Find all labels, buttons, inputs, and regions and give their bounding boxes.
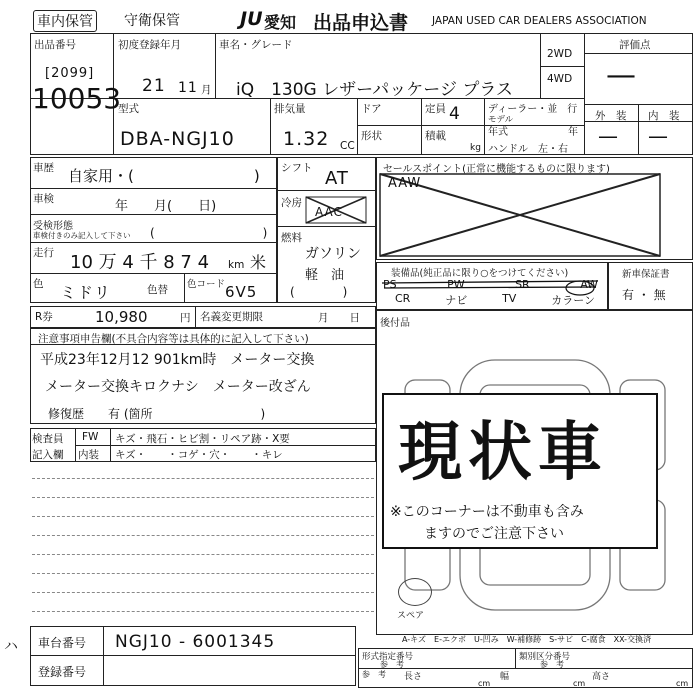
equip-camera[interactable]: カラーン xyxy=(551,294,595,307)
model-year-label-2: 年式 xyxy=(488,127,508,138)
history-value: 自家用・( ) xyxy=(68,167,260,185)
sales-point-label: セールスポイント(正常に機能するものに限ります) xyxy=(383,164,610,175)
equip-sr[interactable]: SR xyxy=(515,278,530,291)
notice-line-2: ますのでご注意下さい xyxy=(424,526,564,542)
displacement-label: 排気量 xyxy=(274,103,306,115)
length-label: 長さ xyxy=(404,672,423,682)
year-unit: 年 xyxy=(568,127,578,138)
tag-inside-storage: 車内保管 xyxy=(33,10,97,32)
chassis-value: NGJ10 - 6001345 xyxy=(115,632,276,652)
tag-guard-storage: 守衛保管 xyxy=(124,13,180,29)
width-label: 幅 xyxy=(500,672,510,682)
exterior-label: 外 装 xyxy=(595,110,627,122)
model-label: 型式 xyxy=(118,103,139,115)
equip-cr[interactable]: CR xyxy=(395,292,411,305)
capacity-label: 定員 xyxy=(425,103,446,115)
shift-label: シフト xyxy=(281,162,313,174)
interior-label: 内 装 xyxy=(648,110,680,122)
interior-value: — xyxy=(648,124,669,148)
ju-logo-icon: JU xyxy=(240,8,263,30)
equipment-label: 装備品(純正品に限り○をつけてください) xyxy=(391,268,569,279)
capacity-value: 4 xyxy=(449,104,461,124)
4wd-label: 4WD xyxy=(547,73,573,85)
fw-items: キズ・飛石・ヒビ割・リペア跡・X要 xyxy=(115,433,290,445)
ac-value: AAC xyxy=(315,205,343,219)
rating-value: — xyxy=(606,58,637,93)
door-label: ドア xyxy=(361,103,382,115)
margin-mark: ハ xyxy=(4,639,19,655)
lot-no-label: 出品番号 xyxy=(34,39,76,51)
size-ref: 参 考 xyxy=(362,670,386,679)
notice-line-1: ※このコーナーは不動車も含み xyxy=(390,504,584,520)
width-cm: cm xyxy=(573,679,586,688)
ac-label: 冷房 xyxy=(281,197,302,209)
color-value: ミドリ xyxy=(60,283,112,302)
rating-label: 評価点 xyxy=(619,39,651,51)
association-name: JAPAN USED CAR DEALERS ASSOCIATION xyxy=(432,15,647,27)
fuel-paren: ( ) xyxy=(290,285,348,299)
current-condition-title: 現状車 xyxy=(398,416,608,490)
length-cm: cm xyxy=(478,679,491,688)
after-parts-label: 後付品 xyxy=(380,318,410,329)
chassis-label: 車台番号 xyxy=(38,636,87,650)
receive-note: 車検付きのみ記入して下さい xyxy=(33,231,131,240)
warranty-options: 有 ・ 無 xyxy=(622,288,666,302)
first-reg-year: 21 xyxy=(142,76,166,96)
car-name-label: 車名・グレード xyxy=(219,39,293,51)
mileage-mark: 米 xyxy=(250,253,268,272)
dealer-label: ディーラー・並 行 xyxy=(488,104,578,115)
mileage-value: 10 万 4 千 8 7 4 xyxy=(70,252,210,273)
notes-title: 注意事項申告欄(不具合内容等は具体的に記入して下さい) xyxy=(38,333,309,345)
spare-tire-icon xyxy=(398,578,432,606)
height-label: 高さ xyxy=(592,672,611,682)
height-cm: cm xyxy=(676,679,689,688)
receive-paren: ( ) xyxy=(150,226,268,240)
form-title: 出品申込書 xyxy=(313,12,409,34)
note-line-3: 修復歴 有 (箇所 ) xyxy=(48,407,266,421)
receive-label: 受検形態 xyxy=(33,221,73,232)
lot-no-value: 10053 xyxy=(32,82,122,115)
mileage-label: 走行 xyxy=(33,247,54,259)
equip-pw[interactable]: PW xyxy=(447,278,465,291)
equip-navi[interactable]: ナビ xyxy=(445,294,468,307)
color-code-label: 色コード xyxy=(187,279,226,290)
fuel-value: ガソリン xyxy=(305,246,361,262)
type-cert-label: 形式指定番号 xyxy=(362,652,414,662)
inspection-label: 車検 xyxy=(33,193,54,205)
exterior-value: — xyxy=(598,124,619,148)
warranty-label: 新車保証書 xyxy=(622,269,670,280)
handle-label: ハンドル 左・右 xyxy=(488,144,568,155)
current-condition-notice xyxy=(382,393,658,549)
inspection-date: 年 月( 日) xyxy=(115,199,217,214)
yen-unit: 円 xyxy=(180,312,191,324)
km-unit: km xyxy=(228,259,245,271)
category-ref: 参 考 xyxy=(540,660,564,669)
category-label: 類別区分番号 xyxy=(519,652,571,662)
2wd-label: 2WD xyxy=(547,48,573,60)
load-label: 積載 xyxy=(425,130,446,142)
cc-unit: CC xyxy=(340,140,355,152)
color-label: 色 xyxy=(33,278,44,290)
displacement-value: 1.32 xyxy=(283,128,330,150)
model-year-label-1: モデル xyxy=(488,115,514,125)
logo-text: 愛知 xyxy=(264,13,297,32)
spare-label: スペア xyxy=(397,611,425,621)
fw-label: FW xyxy=(82,431,99,443)
r-ticket-label: R券 xyxy=(35,311,53,323)
shape-label: 形状 xyxy=(361,130,382,142)
color-change-label: 色替 xyxy=(147,284,168,296)
first-reg-month: 11 xyxy=(178,80,198,96)
month-unit: 月 xyxy=(201,84,212,96)
history-label: 車歴 xyxy=(33,162,54,174)
fuel-diesel: 軽 油 xyxy=(305,268,345,283)
type-cert-ref: 参 考 xyxy=(380,660,404,669)
name-change-date: 月 日 xyxy=(318,312,360,324)
first-reg-label: 初度登録年月 xyxy=(118,39,181,51)
inner-label: 内装 xyxy=(78,449,99,461)
equip-ps[interactable]: PS xyxy=(383,278,397,291)
model-value: DBA-NGJ10 xyxy=(120,128,235,150)
inner-items: キズ・ ・コゲ・穴・ ・キレ xyxy=(115,449,283,461)
lot-no-bracket: [2099] xyxy=(45,66,95,81)
entry-label: 記入欄 xyxy=(32,449,64,461)
car-name-value: iQ 130G レザーパッケージ プラス xyxy=(236,80,513,100)
fuel-label: 燃料 xyxy=(281,232,302,244)
inspector-label: 検査員 xyxy=(32,433,64,445)
equip-aw[interactable]: AW xyxy=(580,278,598,291)
equipment-scribble xyxy=(380,276,602,304)
equip-tv[interactable]: TV xyxy=(502,292,517,305)
r-ticket-value: 10,980 xyxy=(95,308,148,326)
color-code-value: 6V5 xyxy=(225,283,258,301)
damage-legend: A-キズ E-エクボ U-凹み W-補修跡 S-サビ C-腐食 XX-交換済 xyxy=(402,635,652,644)
name-change-label: 名義変更期限 xyxy=(200,311,263,323)
kg-unit: kg xyxy=(470,143,481,153)
shift-value: AT xyxy=(325,168,349,189)
reg-no-label: 登録番号 xyxy=(38,665,87,679)
note-line-1: 平成23年12月12 901km時 メーター交換 xyxy=(40,352,315,368)
sales-point-value: AAW xyxy=(388,176,422,191)
note-line-2: メーター交換キロクナシ メーター改ざん xyxy=(45,379,311,395)
